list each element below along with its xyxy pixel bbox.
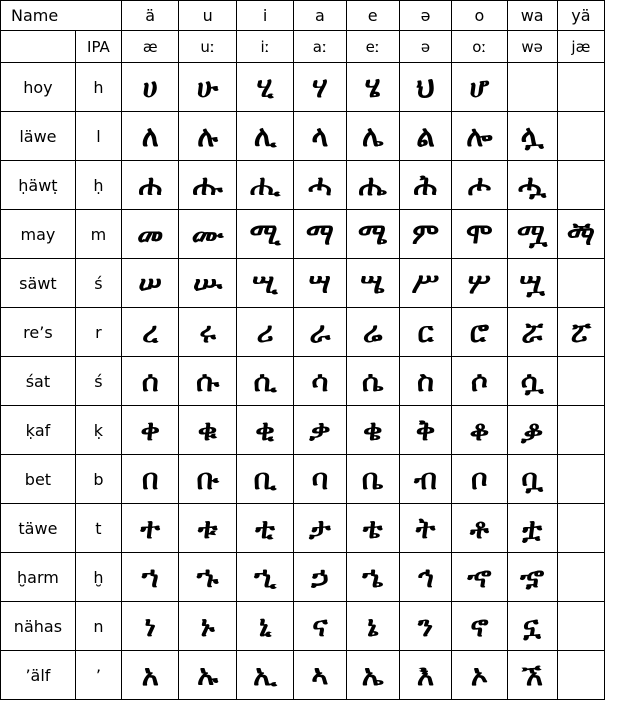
syllable-glyph-cell: ሰ	[122, 357, 179, 406]
consonant-row	[1, 357, 605, 406]
syllable-glyph-cell: ሙ	[179, 210, 236, 259]
syllable-glyph-cell	[557, 455, 604, 504]
syllable-glyph-cell: ቇ	[507, 406, 557, 455]
syllable-glyph-cell	[557, 553, 604, 602]
syllable-glyph-cell: ቀ	[122, 406, 179, 455]
vowel-header-cell: e	[346, 1, 399, 31]
syllable-glyph-cell: ሚ	[236, 210, 293, 259]
syllable-glyph-cell: ቄ	[346, 406, 399, 455]
name-column-header: Name	[1, 1, 122, 31]
vowel-ipa-cell: aː	[294, 31, 346, 63]
consonant-ipa-cell: b	[75, 455, 121, 504]
syllable-glyph-cell: ቅ	[399, 406, 451, 455]
vowel-header-cell: o	[452, 1, 507, 31]
syllable-glyph-cell	[507, 63, 557, 112]
syllable-glyph-cell: ሴ	[346, 357, 399, 406]
syllable-glyph-cell: ሬ	[346, 308, 399, 357]
syllable-glyph-cell: ኣ	[294, 651, 346, 700]
syllable-glyph-cell: ታ	[294, 504, 346, 553]
syllable-glyph-cell: ኂ	[236, 553, 293, 602]
syllable-glyph-cell: ሐ	[122, 161, 179, 210]
syllable-glyph-cell	[557, 112, 604, 161]
syllable-glyph-cell: ም	[399, 210, 451, 259]
syllable-glyph-cell: ሲ	[236, 357, 293, 406]
syllable-glyph-cell: ቲ	[236, 504, 293, 553]
vowel-header-cell: ə	[399, 1, 451, 31]
syllable-glyph-cell: ፘ	[557, 308, 604, 357]
consonant-name-cell: läwe	[1, 112, 76, 161]
syllable-glyph-cell: ሳ	[294, 357, 346, 406]
consonant-name-cell: ḫarm	[1, 553, 76, 602]
syllable-glyph-cell: ሤ	[346, 259, 399, 308]
syllable-glyph-cell: ሆ	[452, 63, 507, 112]
syllable-glyph-cell: ሧ	[507, 259, 557, 308]
syllable-glyph-cell: ባ	[294, 455, 346, 504]
consonant-name-cell: nähas	[1, 602, 76, 651]
syllable-glyph-cell: ሌ	[346, 112, 399, 161]
syllable-glyph-cell: ቴ	[346, 504, 399, 553]
syllable-glyph-cell: ሀ	[122, 63, 179, 112]
syllable-glyph-cell: ሮ	[452, 308, 507, 357]
syllable-glyph-cell: ኁ	[179, 553, 236, 602]
syllable-glyph-cell: ሣ	[294, 259, 346, 308]
syllable-glyph-cell: ል	[399, 112, 451, 161]
syllable-glyph-cell: ሡ	[179, 259, 236, 308]
syllable-glyph-cell: ቡ	[179, 455, 236, 504]
syllable-glyph-cell: ቦ	[452, 455, 507, 504]
syllable-glyph-cell: ሶ	[452, 357, 507, 406]
consonant-name-cell: re’s	[1, 308, 76, 357]
syllable-glyph-cell: ራ	[294, 308, 346, 357]
syllable-glyph-cell	[557, 357, 604, 406]
consonant-row	[1, 455, 605, 504]
consonant-ipa-cell: ś	[75, 259, 121, 308]
syllable-glyph-cell: ን	[399, 602, 451, 651]
consonant-ipa-cell: n	[75, 602, 121, 651]
vowel-header-cell: i	[236, 1, 293, 31]
syllable-glyph-cell: ሜ	[346, 210, 399, 259]
consonant-ipa-cell: h	[75, 63, 121, 112]
syllable-glyph-cell: በ	[122, 455, 179, 504]
syllable-glyph-cell: ና	[294, 602, 346, 651]
syllable-glyph-cell: ኦ	[452, 651, 507, 700]
syllable-glyph-cell: ሃ	[294, 63, 346, 112]
consonant-row	[1, 308, 605, 357]
syllable-glyph-cell	[557, 406, 604, 455]
consonant-ipa-cell: l	[75, 112, 121, 161]
syllable-glyph-cell: ላ	[294, 112, 346, 161]
syllable-glyph-cell: ሄ	[346, 63, 399, 112]
vowel-header-cell: a	[294, 1, 346, 31]
consonant-row	[1, 553, 605, 602]
syllable-glyph-cell: ኧ	[507, 651, 557, 700]
syllable-glyph-cell: ሩ	[179, 308, 236, 357]
syllable-glyph-cell: ቢ	[236, 455, 293, 504]
syllable-glyph-cell: ረ	[122, 308, 179, 357]
syllable-glyph-cell: ተ	[122, 504, 179, 553]
syllable-glyph-cell: ኤ	[346, 651, 399, 700]
syllable-glyph-cell: ሑ	[179, 161, 236, 210]
vowel-header-cell: yä	[557, 1, 604, 31]
consonant-row	[1, 161, 605, 210]
vowel-ipa-cell: oː	[452, 31, 507, 63]
syllable-glyph-cell: ሁ	[179, 63, 236, 112]
syllable-glyph-cell: ሪ	[236, 308, 293, 357]
syllable-glyph-cell: ኡ	[179, 651, 236, 700]
consonant-ipa-cell: t	[75, 504, 121, 553]
syllable-glyph-cell: ኑ	[179, 602, 236, 651]
syllable-glyph-cell: ቤ	[346, 455, 399, 504]
syllable-glyph-cell: ሔ	[346, 161, 399, 210]
syllable-glyph-cell: እ	[399, 651, 451, 700]
syllable-glyph-cell: ኔ	[346, 602, 399, 651]
syllable-glyph-cell: ቧ	[507, 455, 557, 504]
syllable-glyph-cell	[557, 651, 604, 700]
vowel-ipa-cell: jæ	[557, 31, 604, 63]
consonant-ipa-cell: r	[75, 308, 121, 357]
vowel-header-cell: ä	[122, 1, 179, 31]
consonant-ipa-cell: ḳ	[75, 406, 121, 455]
syllable-glyph-cell: ሉ	[179, 112, 236, 161]
vowel-header-cell: wa	[507, 1, 557, 31]
syllable-glyph-cell: ር	[399, 308, 451, 357]
syllable-glyph-cell	[557, 161, 604, 210]
consonant-row	[1, 259, 605, 308]
syllable-glyph-cell: ለ	[122, 112, 179, 161]
syllable-glyph-cell: ሗ	[507, 161, 557, 210]
consonant-ipa-cell: ś	[75, 357, 121, 406]
syllable-glyph-cell: ሒ	[236, 161, 293, 210]
syllable-glyph-cell: ኆ	[452, 553, 507, 602]
syllable-glyph-cell: ሥ	[399, 259, 451, 308]
syllable-glyph-cell: ስ	[399, 357, 451, 406]
syllable-glyph-cell: ሖ	[452, 161, 507, 210]
syllable-glyph-cell: ቃ	[294, 406, 346, 455]
syllable-glyph-cell	[557, 504, 604, 553]
syllable-glyph-cell: ኀ	[122, 553, 179, 602]
consonant-row	[1, 602, 605, 651]
vowel-ipa-cell: ə	[399, 31, 451, 63]
syllable-glyph-cell: ቆ	[452, 406, 507, 455]
syllable-glyph-cell: ት	[399, 504, 451, 553]
syllable-glyph-cell: ቱ	[179, 504, 236, 553]
consonant-name-cell: säwt	[1, 259, 76, 308]
consonant-name-cell: hoy	[1, 63, 76, 112]
syllable-glyph-cell: ኇ	[507, 553, 557, 602]
vowel-header-cell: u	[179, 1, 236, 31]
syllable-glyph-cell: ሊ	[236, 112, 293, 161]
ipa-header-row	[1, 31, 605, 63]
vowel-ipa-cell: iː	[236, 31, 293, 63]
vowel-ipa-cell: eː	[346, 31, 399, 63]
ipa-column-header: IPA	[75, 31, 121, 63]
syllable-glyph-cell: ቶ	[452, 504, 507, 553]
consonant-name-cell: bet	[1, 455, 76, 504]
syllable-glyph-cell: አ	[122, 651, 179, 700]
consonant-ipa-cell: ’	[75, 651, 121, 700]
syllable-glyph-cell: ኢ	[236, 651, 293, 700]
consonant-name-cell: may	[1, 210, 76, 259]
consonant-name-cell: täwe	[1, 504, 76, 553]
syllable-glyph-cell	[557, 602, 604, 651]
consonant-row	[1, 504, 605, 553]
consonant-name-cell: ḳaf	[1, 406, 76, 455]
consonant-row	[1, 651, 605, 700]
consonant-ipa-cell: ḥ	[75, 161, 121, 210]
syllable-glyph-cell: ሎ	[452, 112, 507, 161]
syllable-glyph-cell: ማ	[294, 210, 346, 259]
syllable-glyph-cell: ሂ	[236, 63, 293, 112]
syllable-glyph-cell: ሱ	[179, 357, 236, 406]
syllable-glyph-cell: ሠ	[122, 259, 179, 308]
syllable-glyph-cell	[557, 63, 604, 112]
syllable-glyph-cell: ኗ	[507, 602, 557, 651]
syllable-glyph-cell: ነ	[122, 602, 179, 651]
vowel-ipa-cell: uː	[179, 31, 236, 63]
consonant-name-cell: śat	[1, 357, 76, 406]
syllable-glyph-cell: መ	[122, 210, 179, 259]
consonant-ipa-cell: m	[75, 210, 121, 259]
syllable-glyph-cell: ፙ	[557, 210, 604, 259]
syllable-glyph-cell: ቷ	[507, 504, 557, 553]
syllable-glyph-cell: ሓ	[294, 161, 346, 210]
syllable-glyph-cell: ሦ	[452, 259, 507, 308]
syllable-glyph-cell: ሟ	[507, 210, 557, 259]
vowel-ipa-cell: æ	[122, 31, 179, 63]
consonant-ipa-cell: ḫ	[75, 553, 121, 602]
syllable-glyph-cell: ኒ	[236, 602, 293, 651]
syllable-glyph-cell: ኃ	[294, 553, 346, 602]
syllable-glyph-cell: ኅ	[399, 553, 451, 602]
consonant-row	[1, 210, 605, 259]
syllable-glyph-cell: ኄ	[346, 553, 399, 602]
syllable-glyph-cell: ሞ	[452, 210, 507, 259]
syllable-glyph-cell: ቂ	[236, 406, 293, 455]
syllable-glyph-cell: ሢ	[236, 259, 293, 308]
syllable-glyph-cell: ቁ	[179, 406, 236, 455]
syllable-glyph-cell: ሏ	[507, 112, 557, 161]
syllable-glyph-cell: ሕ	[399, 161, 451, 210]
empty-corner-cell	[1, 31, 76, 63]
syllable-glyph-cell: ኖ	[452, 602, 507, 651]
syllable-glyph-cell	[557, 259, 604, 308]
vowel-ipa-cell: wə	[507, 31, 557, 63]
consonant-row	[1, 63, 605, 112]
consonant-row	[1, 112, 605, 161]
vowel-header-row	[1, 1, 605, 31]
syllable-glyph-cell: ሯ	[507, 308, 557, 357]
consonant-name-cell: ḥäwṭ	[1, 161, 76, 210]
syllable-glyph-cell: ህ	[399, 63, 451, 112]
syllable-glyph-cell: ብ	[399, 455, 451, 504]
syllable-glyph-cell: ሷ	[507, 357, 557, 406]
consonant-name-cell: ’älf	[1, 651, 76, 700]
consonant-row	[1, 406, 605, 455]
